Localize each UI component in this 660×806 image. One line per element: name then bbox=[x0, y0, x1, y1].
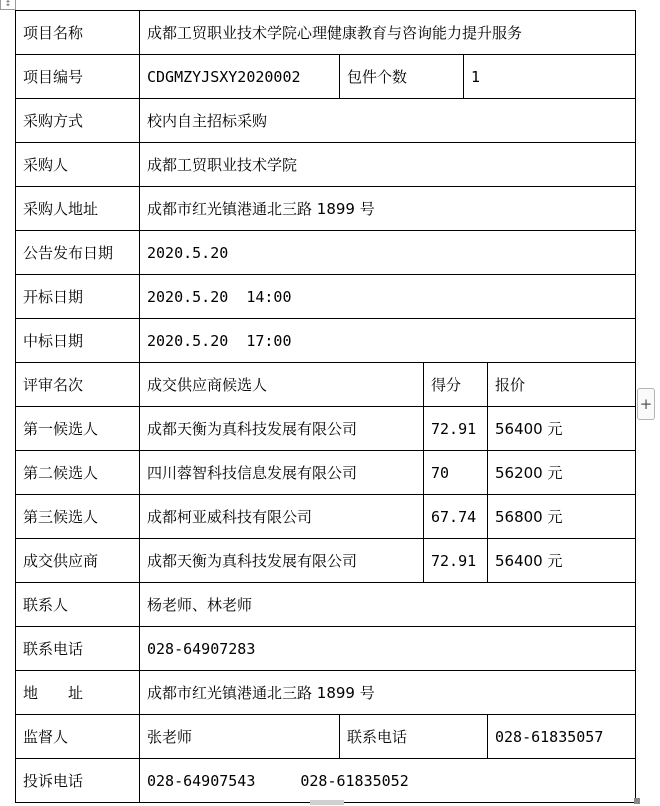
contact-phone-label: 联系电话 bbox=[16, 627, 140, 671]
purchaser-address-label: 采购人地址 bbox=[16, 187, 140, 231]
supervisor-label: 监督人 bbox=[16, 715, 140, 759]
winner-supplier: 成都天衡为真科技发展有限公司 bbox=[140, 539, 424, 583]
row-ranking-header bbox=[16, 363, 636, 407]
score-header: 得分 bbox=[424, 363, 488, 407]
candidate-price: 56400 元 bbox=[488, 407, 636, 451]
method-label: 采购方式 bbox=[16, 99, 140, 143]
row-purchaser bbox=[16, 143, 636, 187]
candidate-score: 70 bbox=[424, 451, 488, 495]
project-name-value: 成都工贸职业技术学院心理健康教育与咨询能力提升服务 bbox=[140, 11, 636, 55]
open-date-label: 开标日期 bbox=[16, 275, 140, 319]
winner-price: 56400 元 bbox=[488, 539, 636, 583]
project-number-label: 项目编号 bbox=[16, 55, 140, 99]
supplier-header: 成交供应商候选人 bbox=[140, 363, 424, 407]
corner-resize-icon[interactable] bbox=[634, 798, 640, 804]
candidate-rank: 第一候选人 bbox=[16, 407, 140, 451]
contact-phone-value: 028-64907283 bbox=[140, 627, 636, 671]
table-row bbox=[16, 451, 636, 495]
project-name-label: 项目名称 bbox=[16, 11, 140, 55]
add-row-icon[interactable]: + bbox=[637, 388, 655, 420]
purchaser-value: 成都工贸职业技术学院 bbox=[140, 143, 636, 187]
row-project-name bbox=[16, 11, 636, 55]
supervisor-phone-label: 联系电话 bbox=[340, 715, 488, 759]
method-value: 校内自主招标采购 bbox=[140, 99, 636, 143]
table-row bbox=[16, 495, 636, 539]
award-date-label: 中标日期 bbox=[16, 319, 140, 363]
candidate-rank: 第二候选人 bbox=[16, 451, 140, 495]
contact-address-label: 地 址 bbox=[16, 671, 140, 715]
complaint-value: 028-64907543 028-61835052 bbox=[140, 759, 636, 803]
price-header: 报价 bbox=[488, 363, 636, 407]
contact-person-label: 联系人 bbox=[16, 583, 140, 627]
open-date-value: 2020.5.20 14:00 bbox=[140, 275, 636, 319]
row-winner bbox=[16, 539, 636, 583]
table-row bbox=[16, 407, 636, 451]
package-count-value: 1 bbox=[464, 55, 636, 99]
winner-score: 72.91 bbox=[424, 539, 488, 583]
purchaser-label: 采购人 bbox=[16, 143, 140, 187]
row-project-number bbox=[16, 55, 636, 99]
row-award-date bbox=[16, 319, 636, 363]
rank-header: 评审名次 bbox=[16, 363, 140, 407]
supervisor-phone-value: 028-61835057 bbox=[488, 715, 636, 759]
row-contact-phone bbox=[16, 627, 636, 671]
candidate-supplier: 成都天衡为真科技发展有限公司 bbox=[140, 407, 424, 451]
row-purchaser-address bbox=[16, 187, 636, 231]
row-contact-person bbox=[16, 583, 636, 627]
award-date-value: 2020.5.20 17:00 bbox=[140, 319, 636, 363]
table-move-icon[interactable]: ↕ bbox=[0, 0, 16, 10]
row-open-date bbox=[16, 275, 636, 319]
row-contact-address bbox=[16, 671, 636, 715]
candidate-score: 67.74 bbox=[424, 495, 488, 539]
candidate-score: 72.91 bbox=[424, 407, 488, 451]
project-number-value: CDGMZYJSXY2020002 bbox=[140, 55, 340, 99]
row-complaint bbox=[16, 759, 636, 803]
row-announce-date bbox=[16, 231, 636, 275]
contact-person-value: 杨老师、林老师 bbox=[140, 583, 636, 627]
table-resize-handle[interactable] bbox=[310, 800, 344, 805]
candidate-supplier: 成都柯亚威科技有限公司 bbox=[140, 495, 424, 539]
procurement-result-table bbox=[15, 10, 636, 803]
winner-rank: 成交供应商 bbox=[16, 539, 140, 583]
candidate-supplier: 四川蓉智科技信息发展有限公司 bbox=[140, 451, 424, 495]
announce-date-label: 公告发布日期 bbox=[16, 231, 140, 275]
supervisor-value: 张老师 bbox=[140, 715, 340, 759]
complaint-label: 投诉电话 bbox=[16, 759, 140, 803]
announce-date-value: 2020.5.20 bbox=[140, 231, 636, 275]
purchaser-address-value: 成都市红光镇港通北三路 1899 号 bbox=[140, 187, 636, 231]
row-method bbox=[16, 99, 636, 143]
candidate-rank: 第三候选人 bbox=[16, 495, 140, 539]
candidate-price: 56800 元 bbox=[488, 495, 636, 539]
contact-address-value: 成都市红光镇港通北三路 1899 号 bbox=[140, 671, 636, 715]
candidate-price: 56200 元 bbox=[488, 451, 636, 495]
row-supervisor bbox=[16, 715, 636, 759]
package-count-label: 包件个数 bbox=[340, 55, 464, 99]
